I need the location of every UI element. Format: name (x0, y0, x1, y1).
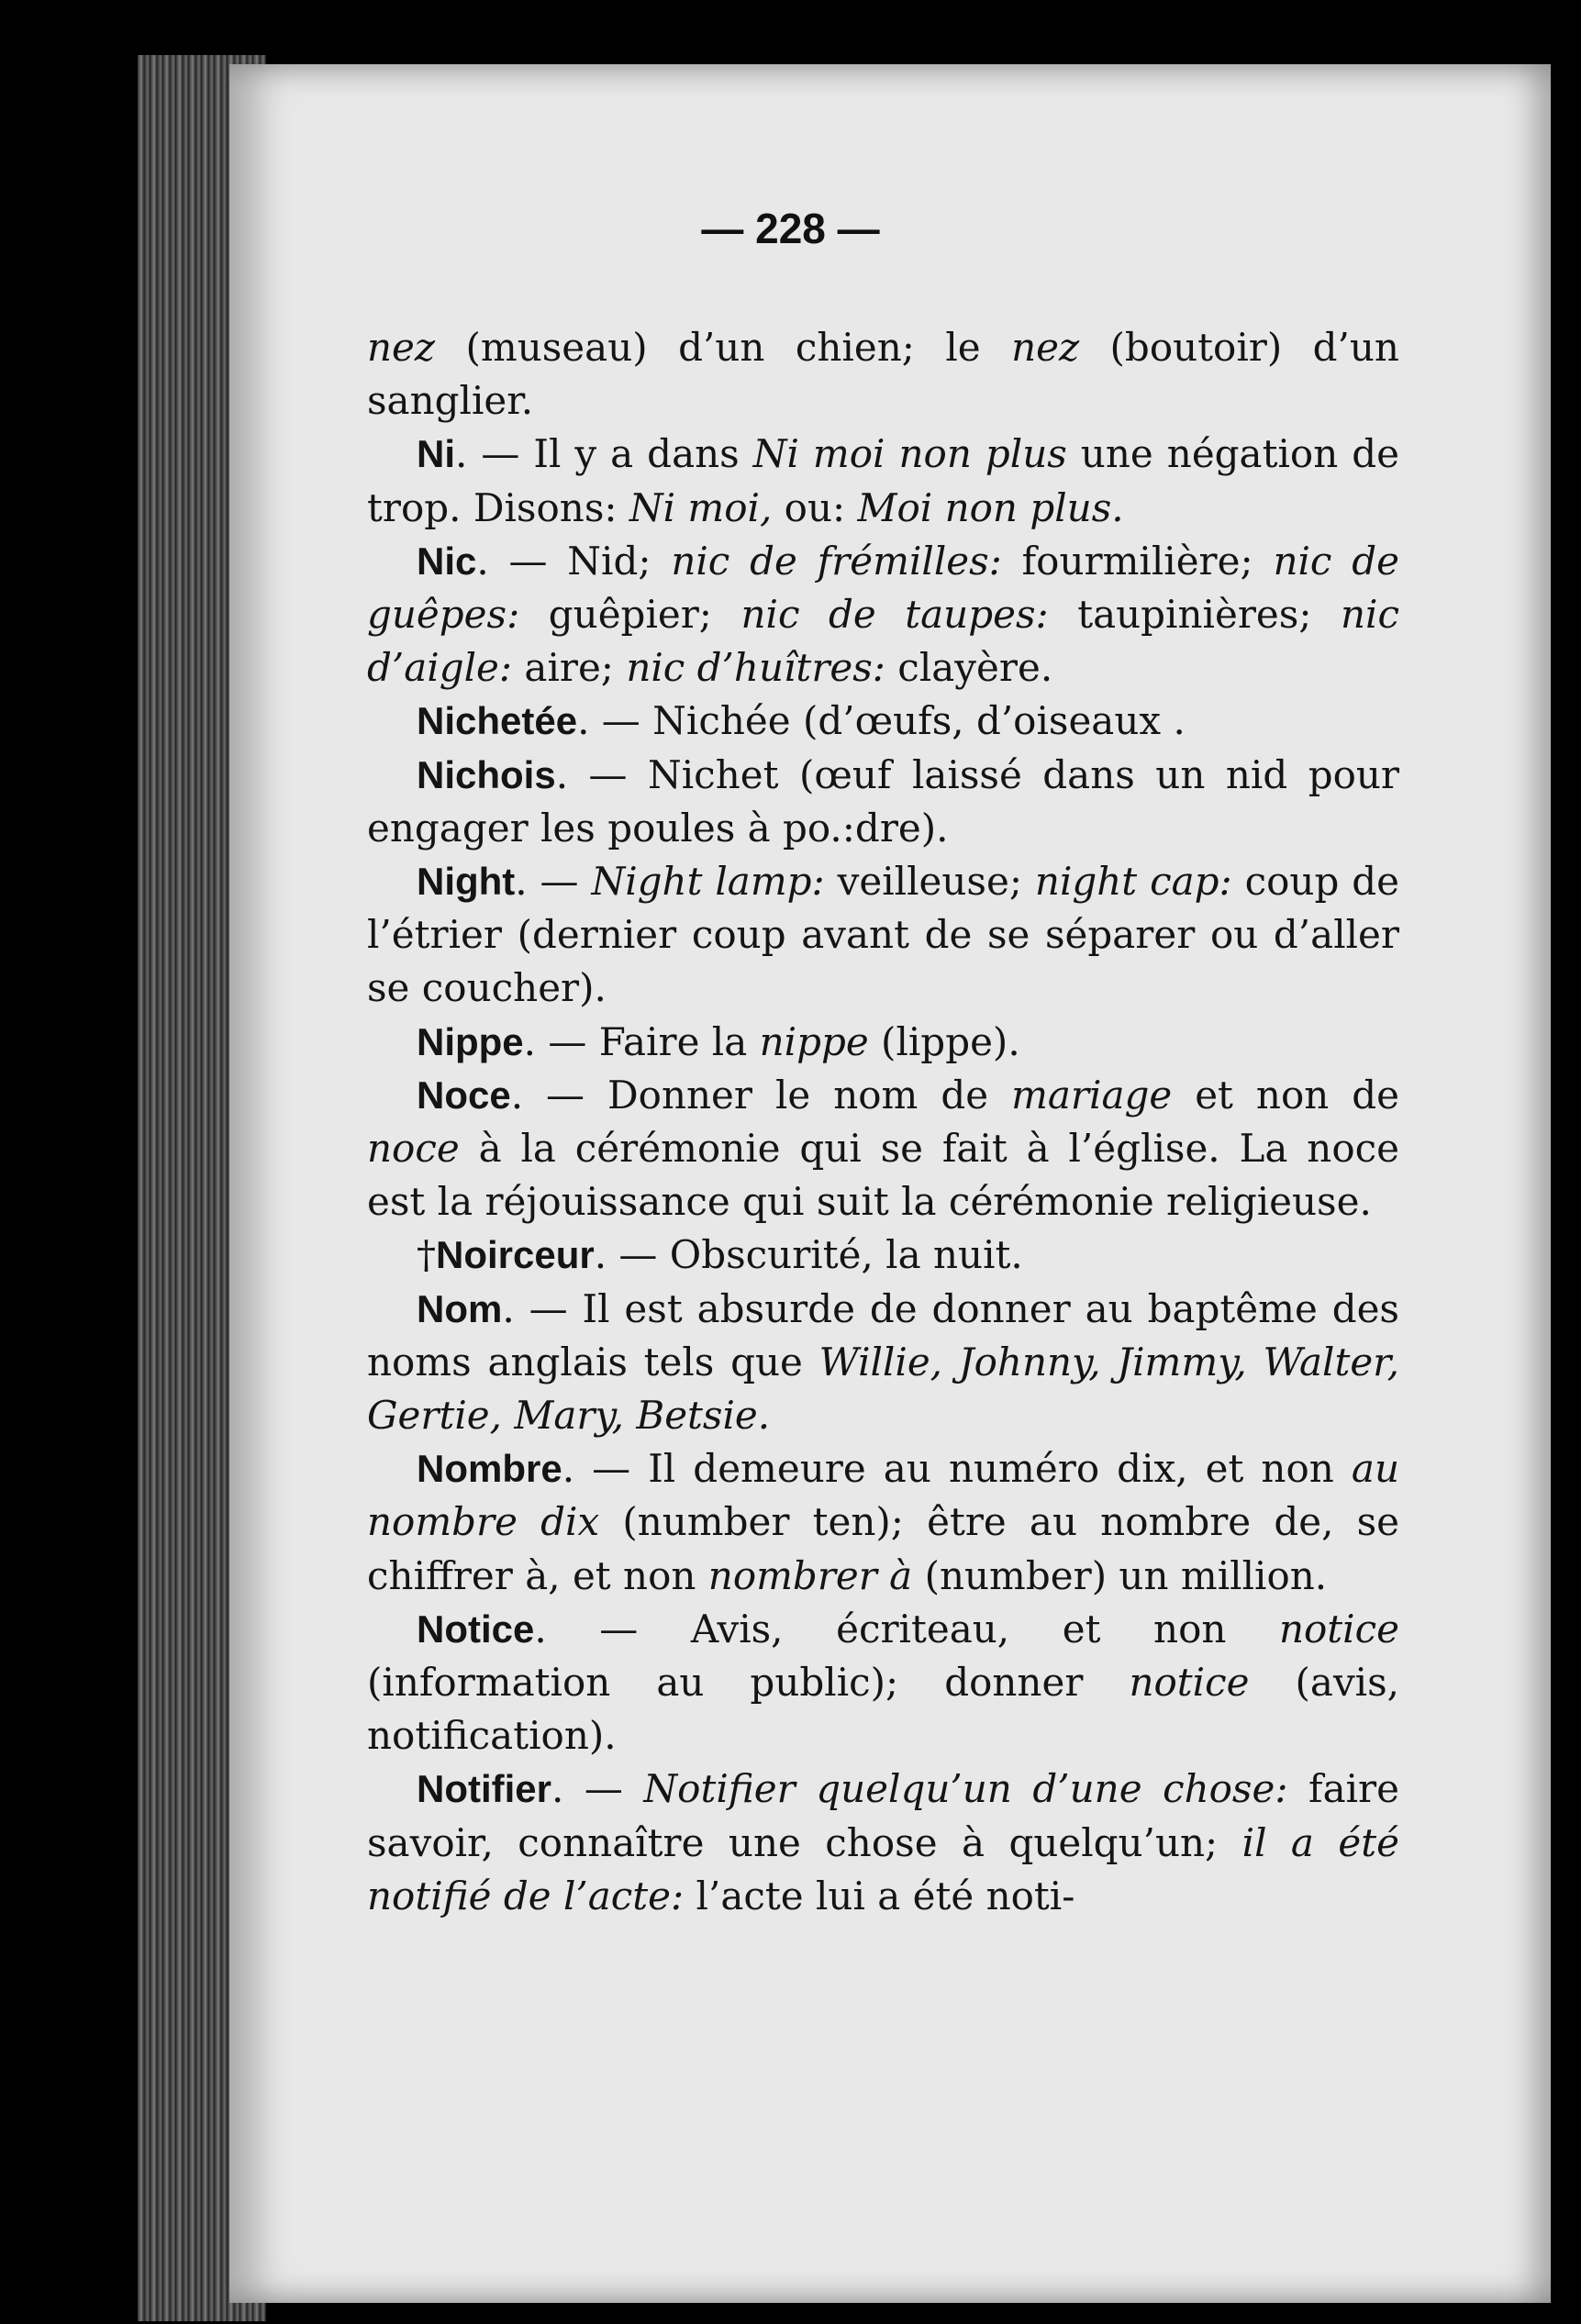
entry-headword: Nippe (417, 1019, 524, 1063)
entry-italic-text: night cap: (1034, 859, 1232, 905)
entry-headword: Noce (417, 1073, 511, 1117)
entry-headword: Nom (417, 1286, 503, 1330)
entry-italic-text: nez (367, 325, 436, 370)
entry-text: guêpier; (519, 592, 741, 638)
entry-italic-text: nic de taupes: (740, 592, 1049, 638)
entry-italic-text: au nombre dix (367, 1446, 1399, 1545)
entry-italic-text: Ni moi non plus (752, 431, 1067, 477)
entry-text: (avis, notification). (367, 1660, 1400, 1759)
entry-italic-text: nic d’huîtres: (626, 645, 885, 691)
dictionary-entry (367, 321, 1399, 428)
entry-text: . — (515, 859, 592, 905)
entry-italic-text: Notifier quelqu’un d’une chose: (643, 1766, 1288, 1812)
entry-text: (museau) d’un chien; le (435, 325, 1012, 370)
dictionary-entry (367, 1442, 1399, 1603)
entry-text: . — Nid; (476, 538, 672, 584)
entry-headword: Ni (417, 432, 455, 476)
entry-italic-text: nez (1011, 325, 1080, 370)
page-number: — 228 — (701, 205, 880, 252)
dictionary-entry (367, 1229, 1399, 1282)
entry-italic-text: nippe (759, 1018, 869, 1064)
entry-italic-text: noce (367, 1126, 460, 1172)
entry-italic-text: notice (1129, 1660, 1250, 1706)
entry-text: . — Il demeure au numéro dix, et non (562, 1446, 1352, 1492)
entry-text: . — Obscurité, la nuit. (594, 1232, 1023, 1278)
entry-italic-text: nombrer à (707, 1552, 913, 1598)
entry-italic-text: notice (1278, 1606, 1399, 1651)
entry-headword: Nombre (417, 1447, 562, 1491)
entry-headword: Nichois (417, 752, 556, 796)
entry-text: et non de (1172, 1072, 1400, 1118)
dictionary-entry (367, 1069, 1399, 1229)
dictionary-entry (367, 1603, 1399, 1763)
dictionary-entry (367, 695, 1399, 748)
entry-italic-text: il a été notifié de l’acte: (367, 1819, 1399, 1918)
entry-text: . — Il est absurde de donner au baptême des noms anglais tels que (367, 1285, 1399, 1384)
entry-text: † (417, 1232, 436, 1278)
entry-text: (number ten); être au nombre de, se chiffrer à, et non (367, 1499, 1399, 1598)
dictionary-entry (367, 1283, 1399, 1443)
dictionary-entry (367, 1762, 1399, 1923)
entry-italic-text: Willie, Johnny, Jimmy, Walter, Gertie, Mary, Betsie. (367, 1339, 1399, 1439)
dictionary-entry (367, 855, 1399, 1016)
dictionary-entry (367, 428, 1399, 534)
entry-text: . — Nichée (d’œufs, d’oiseaux . (577, 698, 1186, 744)
entry-text: . — (551, 1766, 644, 1812)
dictionary-text (367, 321, 1399, 1923)
entry-italic-text: Moi non plus. (857, 484, 1124, 530)
entry-headword: Noirceur (436, 1233, 595, 1277)
entry-italic-text: nic d’aigle: (367, 592, 1399, 691)
entry-text: une négation de trop. Disons: (367, 431, 1399, 530)
entry-text: . — Avis, écriteau, et non (534, 1606, 1279, 1651)
entry-headword: Night (417, 860, 516, 904)
entry-text: . — Faire la (523, 1018, 760, 1064)
entry-text: fourmilière; (1001, 538, 1274, 584)
dictionary-entry (367, 749, 1399, 855)
entry-text: . — Il y a dans (455, 431, 753, 477)
entry-headword: Nichetée (417, 699, 578, 743)
entry-text: (number) un million. (912, 1552, 1328, 1598)
entry-text: ou: (772, 484, 858, 530)
entry-text: aire; (512, 645, 627, 691)
dictionary-entry (367, 1016, 1399, 1069)
entry-text: (lippe). (868, 1018, 1020, 1064)
entry-text: l’acte lui a été noti- (684, 1873, 1075, 1918)
entry-text: à la cérémonie qui se fait à l’église. La noce est la réjouissance qui suit la cérémonie religieuse. (367, 1126, 1399, 1225)
entry-italic-text: nic de frémilles: (671, 538, 1002, 584)
entry-headword: Nic (417, 539, 477, 583)
entry-text: coup de l’étrier (dernier coup avant de se séparer ou d’aller se coucher). (367, 859, 1400, 1011)
entry-text: taupinières; (1048, 592, 1341, 638)
entry-text: (information au public); donner (367, 1660, 1130, 1706)
entry-italic-text: mariage (1011, 1072, 1173, 1118)
entry-italic-text: Night lamp: (591, 859, 825, 905)
dictionary-entry (367, 535, 1399, 695)
entry-italic-text: Ni moi, (629, 484, 773, 530)
entry-text: veilleuse; (824, 859, 1035, 905)
entry-text: . — Donner le nom de (510, 1072, 1012, 1118)
entry-text: . — Nichet (œuf laissé dans un nid pour engager les poules à po.:dre). (367, 751, 1399, 851)
entry-italic-text: nic de guêpes: (367, 538, 1399, 638)
entry-text: clayère. (885, 645, 1053, 691)
entry-text: faire savoir, connaître une chose à quelqu’un; (367, 1766, 1399, 1865)
entry-headword: Notice (417, 1607, 535, 1651)
entry-headword: Notifier (417, 1767, 551, 1811)
entry-text: (boutoir) d’un sanglier. (367, 325, 1399, 424)
